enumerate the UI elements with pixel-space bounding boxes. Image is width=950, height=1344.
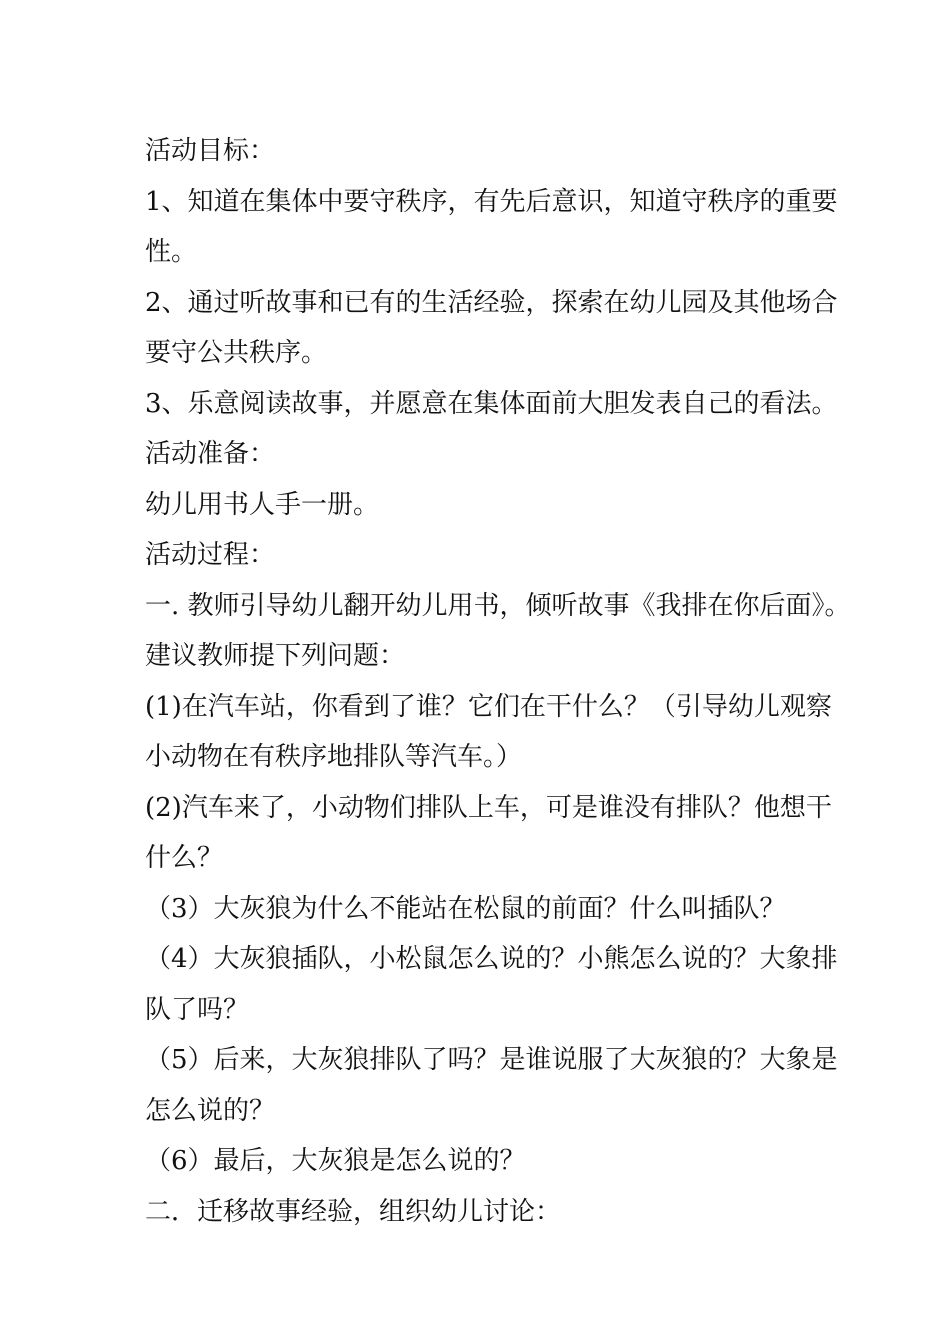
question-2-line-1: (2)汽车来了，小动物们排队上车，可是谁没有排队？他想干 — [145, 792, 832, 823]
goal-1-line-1: 1、知道在集体中要守秩序，有先后意识，知道守秩序的重要 — [145, 186, 838, 217]
question-1-line-1: (1)在汽车站，你看到了谁？它们在干什么？（引导幼儿观察 — [145, 691, 832, 722]
process-step-2: 二．迁移故事经验，组织幼儿讨论： — [145, 1196, 562, 1227]
heading-activity-process: 活动过程： — [145, 540, 276, 570]
question-1-line-2: 小动物在有秩序地排队等汽车。） — [145, 742, 523, 772]
goal-2-line-2: 要守公共秩序。 — [145, 338, 328, 368]
question-5-line-2: 怎么说的？ — [145, 1095, 276, 1126]
question-3: （3）大灰狼为什么不能站在松鼠的前面？什么叫插队？ — [145, 893, 786, 924]
question-6: （6）最后，大灰狼是怎么说的？ — [145, 1146, 526, 1176]
goal-1-line-2: 性。 — [145, 237, 198, 267]
process-step-1: 一. 教师引导幼儿翻开幼儿用书，倾听故事《我排在你后面》。 — [145, 590, 851, 621]
questions-intro: 建议教师提下列问题： — [145, 641, 406, 671]
goal-3: 3、乐意阅读故事，并愿意在集体面前大胆发表自己的看法。 — [145, 388, 838, 419]
heading-activity-goals: 活动目标： — [145, 136, 276, 166]
preparation-text: 幼儿用书人手一册。 — [145, 489, 380, 520]
question-4-line-1: （4）大灰狼插队，小松鼠怎么说的？小熊怎么说的？大象排 — [145, 944, 838, 974]
heading-activity-preparation: 活动准备： — [145, 439, 276, 469]
question-4-line-2: 队了吗？ — [145, 994, 250, 1025]
question-2-line-2: 什么？ — [145, 843, 224, 873]
document-body — [145, 126, 851, 1237]
question-5-line-1: （5）后来，大灰狼排队了吗？是谁说服了大灰狼的？大象是 — [145, 1045, 838, 1075]
goal-2-line-1: 2、通过听故事和已有的生活经验，探索在幼儿园及其他场合 — [145, 287, 838, 318]
